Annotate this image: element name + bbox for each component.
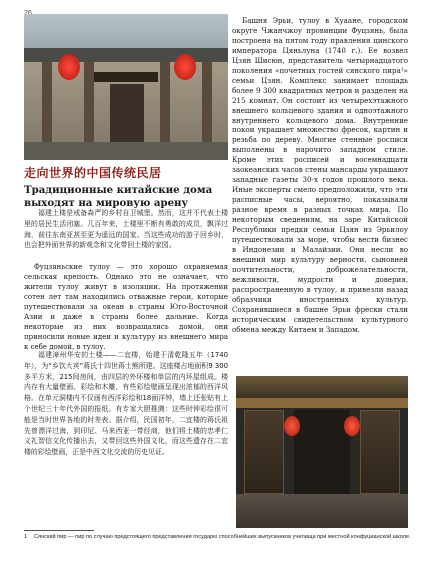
heading-chinese: 走向世界的中国传统民居 — [24, 166, 162, 180]
red-lantern-right — [344, 416, 360, 436]
footnote-divider — [24, 530, 94, 531]
tulou-hall-photo — [236, 376, 408, 528]
red-lantern-left — [58, 54, 80, 80]
section-heading — [24, 166, 234, 209]
chinese-paragraph-2: 福建漳州华安的土楼——二宜楼，始建于清乾隆五年（1740年），为“乡饮大宾”蒋氏十四世蒋士熊所建。这座楼占地面积9 300多平方米，215间房间，由四层的外环楼和单层的内环屋组成。楼内存有大量壁画、彩绘和木雕，有些彩绘壁画呈现出浓郁的西洋风格。在单元洞楼内不仅画有西洋彩绘和18面洋钟，墙上还张贴有上个世纪三十年代外国的报纸。有专家大胆推测：这些时钟彩绘很可能是当时世界各地的时差表。据介绍，民国初年，二宜楼的蒋氏祖先曾漂洋过海，到印尼、马来西亚一带经商，他们将土楼的忠孝仁义礼智信文化传播出去，又带回这些外国文化，而这些遗存在二宜楼的彩绘壁画，正是中西文化交流的历史见证。 — [24, 351, 228, 457]
red-lantern-right — [174, 54, 196, 80]
russian-text-right-column — [232, 16, 408, 335]
footnote-number: 1 — [24, 534, 28, 540]
russian-paragraph-1: Фуцзяньские тулоу — это хорошо охраняемая сельская крепость. Однако это не означает, что жители тулоу живут в изоляции. На протяжении сотен лет там находились отважные герои, которые путешествовали за океан в страны Юго-Восточной Азии и даже в страны более дальние. Когда некоторые из них возвращались домой, они приносили новые идеи и культуру из внешнего мира к себе домой, в тулоу. — [24, 263, 228, 351]
heading-russian: Традиционные китайские дома выходят на мировую арену — [24, 184, 213, 209]
footnote — [24, 534, 414, 541]
red-lantern-left — [284, 416, 300, 436]
paragraph: Башня Эрьи, тулоу в Хуаане, городском округе Чжанчжоу провинции Фуцзянь, была построена на пятом году правления цинского императора Цяньлуна (1740 г.). Ее возвел Цзян Шисюн, представитель четырнадцатого поколения «почетных гостей сянского пира¹» семьи Цзян. Комплекс занимает площадь более 9 300 квадратных метров и разделен на 215 комнат. Он состоит из четырехэтажного внешнего кольцевого здания и одноэтажного внутреннего кольцевого дома. Внутренние покои украшает множество фресок, картин и резьба по дереву. Многие стенные росписи выполнены в нарочито западном стиле. Кроме этих росписей и восемнадцати заокеанских часов стены мансарды украшают западные газеты 30-х годов прошлого века. Иные эксперты смело предположили, что эти расписные часы, вероятно, показывали разное время в разных точках мира. По некоторым сведениям, на заре Китайской Республики предки семьи Цзян из Эрьилоу путешествовали за море, чтобы вести бизнес в Индонезии и Малайзии. Они несли во внешний мир культуру верности, сыновней почтительности, доброжелательности, вежливости, мудрости и доверия, распространенную в тулоу, и привезли назад образчики иностранных культур. Сохранившиеся в башне Эрьи фрески стали историческим свидетельством культурного обмена между Китаем и Западом. — [232, 16, 408, 334]
tulou-interior-photo — [24, 14, 228, 160]
footnote-text: Сянский пир — пир по случаю предстоящего представления государю способнейших выпускников училища при местной конфуцианской школе. — [34, 534, 411, 540]
chinese-paragraph-1: 福建土楼是戒备森严的乡村自卫城堡。然而，这并不代表土楼里的居民生活闭塞。几百年来，土楼里不断有勇敢的成员，飘洋过海，前往东南亚甚至更为遥远的国家。当这些成功的游子回乡时，也会把外面世界的新观念和文化带回土楼的家园。 — [24, 209, 228, 250]
